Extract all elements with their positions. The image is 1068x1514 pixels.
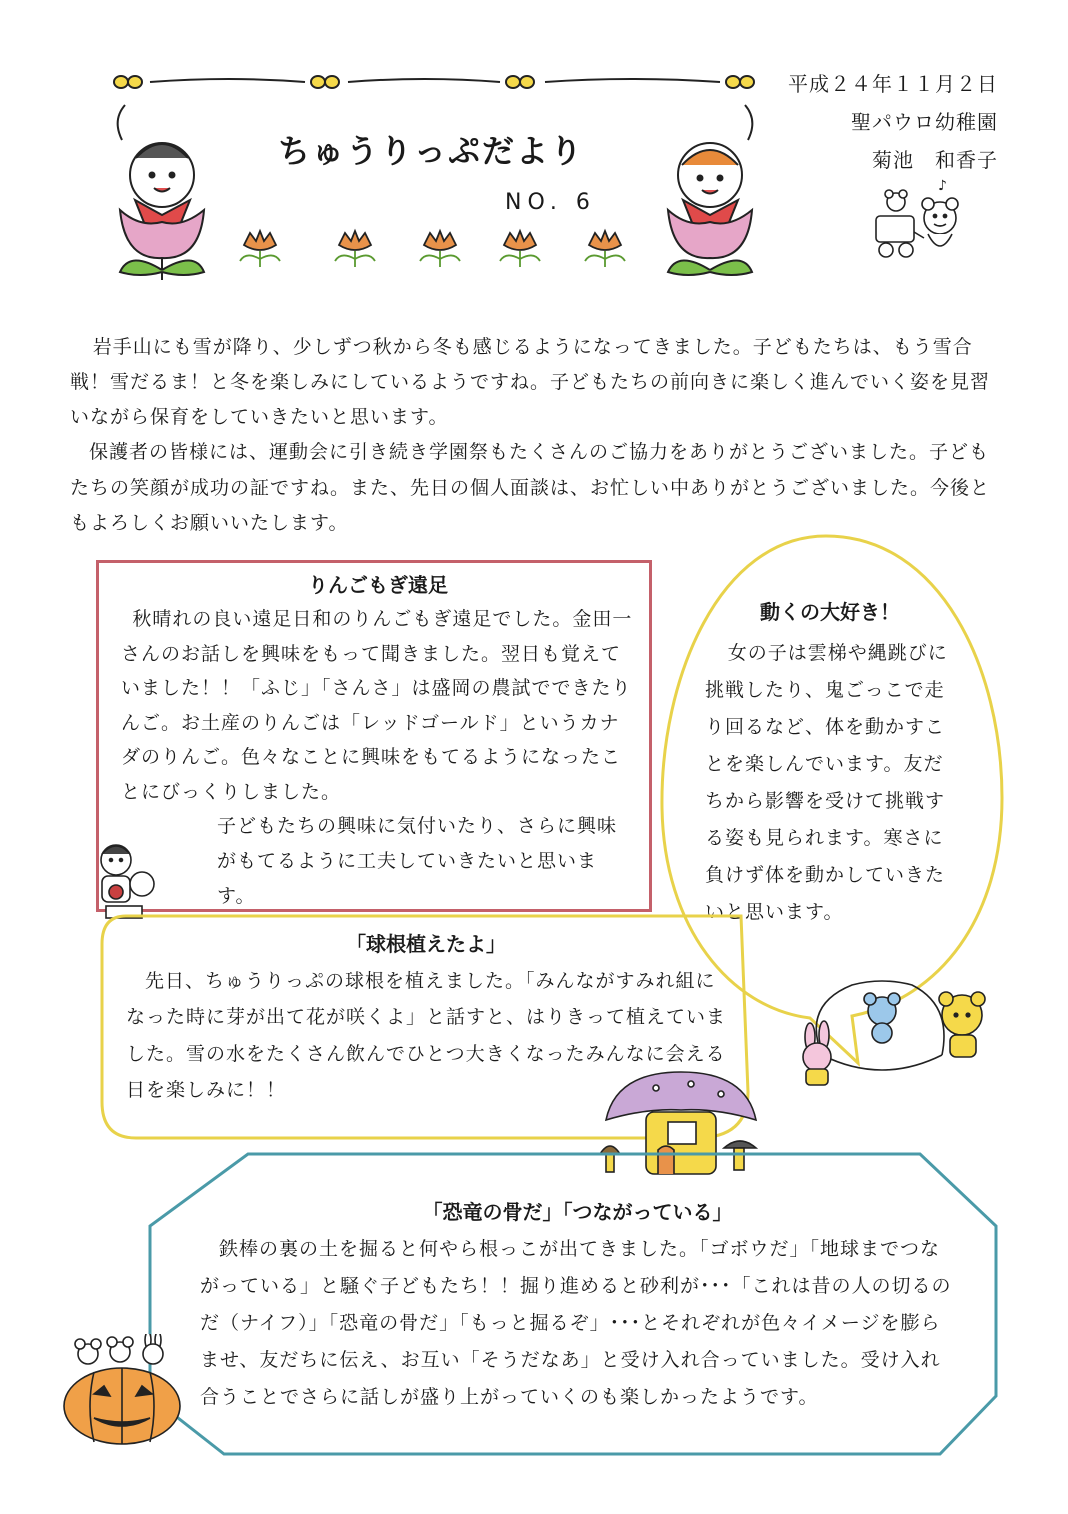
child-tulip-left-icon bbox=[120, 143, 204, 280]
moving-heading: 動くの大好き！ bbox=[760, 600, 900, 624]
child-tulip-right-icon bbox=[668, 143, 752, 275]
author-name: 菊池 和香子 bbox=[872, 148, 998, 172]
dinosaur-section bbox=[200, 1196, 955, 1416]
bear-cart-icon bbox=[868, 178, 968, 268]
bulbs-heading: 「球根植えたよ」 bbox=[346, 932, 506, 956]
moving-section bbox=[705, 596, 955, 931]
intro-paragraph-1: 岩手山にも雪が降り、少しずつ秋から冬も感じるようになってきました。子どもたちは、もう雪合戦！雪だるま！と冬を楽しみにしているようですね。子どもたちの前向きに楽しく進んでいく姿を見習いながら保育をしていきたいと思います。 bbox=[70, 336, 991, 429]
bulbs-body: 先日、ちゅうりっぷの球根を植えました。「みんながすみれ組になった時に芽が出て花が咲くよ」と話すと、はりきって植えていました。雪の水をたくさん飲んでひとつ大きくなったみんなに会える日を楽しみに！！ bbox=[126, 970, 727, 1102]
pumpkin-mice-icon bbox=[58, 1334, 188, 1446]
bow-garland bbox=[114, 76, 754, 88]
newsletter-title: ちゅうりっぷだより bbox=[278, 132, 585, 170]
issue-number: NO. 6 bbox=[505, 190, 596, 215]
issue-date: 平成２４年１１月２日 bbox=[788, 72, 998, 96]
intro-text bbox=[70, 330, 1005, 541]
svg-text:♪: ♪ bbox=[938, 178, 947, 194]
tulip-row-icon bbox=[240, 231, 625, 267]
dinosaur-body: 鉄棒の裏の土を掘ると何やら根っこが出てきました。「ゴボウだ」「地球までつながっている」と騒ぐ子どもたち！！掘り進めると砂利が･･･「これは昔の人の切るのだ（ナイフ）」「恐竜の骨だ」「もっと掘るぞ」･･･とそれぞれが色々イメージを膨らませ、友だちに伝え、お互い「そうだなあ」と受け入れ合っていました。受け入れ合うことでさらに話しが盛り上がっていくのも楽しかったようです。 bbox=[200, 1238, 952, 1409]
apple-picking-closing: 子どもたちの興味に気付いたり、さらに興味がもてるように工夫していきたいと思います。 bbox=[217, 815, 618, 907]
jump-rope-animals-icon bbox=[782, 975, 997, 1090]
school-name: 聖パウロ幼稚園 bbox=[851, 110, 998, 134]
moving-body: 女の子は雲梯や縄跳びに挑戦したり、鬼ごっこで走り回るなど、体を動かすことを楽しんでいます。友だちから影響を受けて挑戦する姿も見られます。寒さに負けず体を動かしていきたいと思います。 bbox=[705, 642, 948, 924]
apple-picking-body: 秋晴れの良い遠足日和のりんごもぎ遠足でした。金田一さんのお話しを興味をもって聞きました。翌日も覚えていました！！「ふじ」「さんさ」は盛岡の農試でできたりんご。お土産のりんごは「レッドゴールド」というカナダのりんご。色々なことに興味をもてるようになったことにびっくりしました。 bbox=[121, 608, 633, 803]
intro-paragraph-2: 保護者の皆様には、運動会に引き続き学園祭もたくさんのご協力をありがとうございました。子どもたちの笑顔が成功の証ですね。また、先日の個人面談は、お忙しい中ありがとうございました。今後ともよろしくお願いいたします。 bbox=[70, 441, 991, 534]
apple-picking-heading: りんごもぎ遠足 bbox=[308, 573, 448, 597]
apple-picking-box bbox=[96, 560, 652, 912]
children-apples-icon bbox=[86, 832, 166, 922]
dinosaur-heading: 「恐竜の骨だ」「つながっている」 bbox=[422, 1200, 733, 1224]
